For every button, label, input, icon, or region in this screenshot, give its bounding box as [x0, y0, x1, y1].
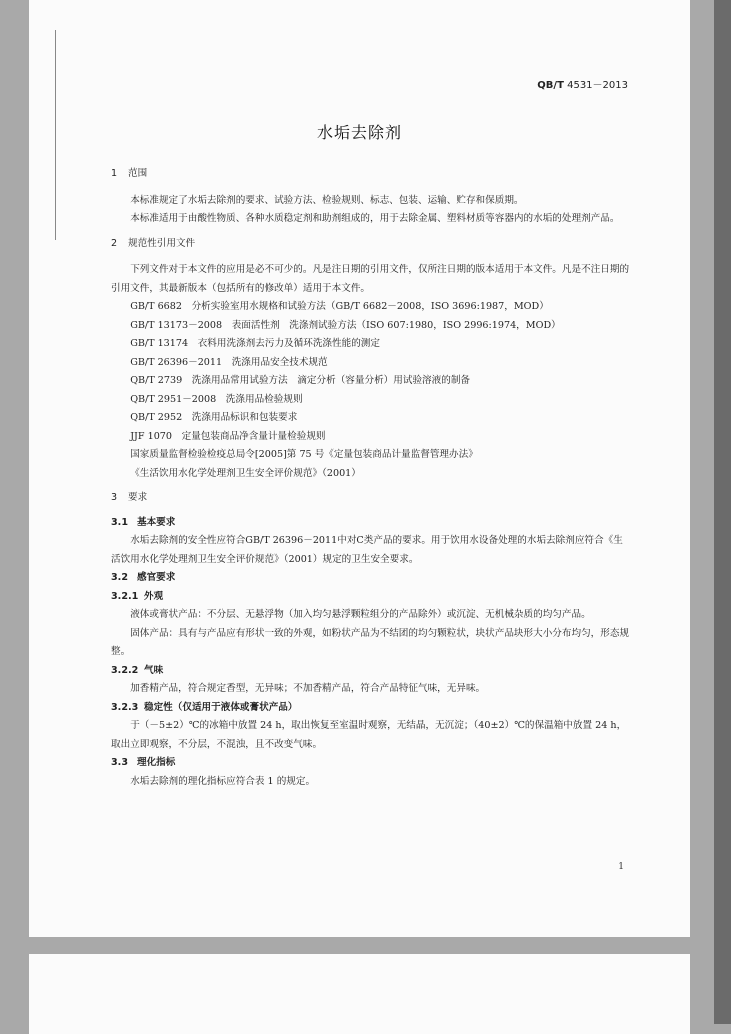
section-heading-3-1: 3.1 基本要求: [111, 516, 176, 528]
reference-item: GB/T 6682 分析实验室用水规格和试验方法（GB/T 6682－2008，ISO 3696:1987，MOD）: [130, 301, 549, 312]
reference-item: QB/T 2739 洗涤用品常用试验方法 滴定分析（容量分析）用试验溶液的制备: [130, 375, 471, 386]
paragraph: 加香精产品，符合规定香型，无异味；不加香精产品，符合产品特征气味，无异味。: [130, 683, 486, 694]
document-title: 水垢去除剂: [316, 123, 402, 142]
section-heading-3-2-3: 3.2.3 稳定性（仅适用于液体或膏状产品）: [111, 701, 298, 713]
section-heading-2: 2 规范性引用文件: [111, 237, 196, 249]
paragraph: 水垢去除剂的理化指标应符合表 1 的规定。: [130, 775, 316, 787]
viewer-scrollbar[interactable]: [714, 0, 731, 1024]
section-heading-3-2-2: 3.2.2 气味: [111, 664, 164, 676]
reference-item: 《生活饮用水化学处理剂卫生安全评价规范》（2001）: [130, 467, 361, 479]
reference-item: JJF 1070 定量包装商品净含量计量检验规则: [130, 430, 326, 442]
paragraph: 水垢去除剂的安全性应符合GB/T 26396－2011中对C类产品的要求。用于饮用水设备处理的水垢去除剂应符合《生活饮用水化学处理剂卫生安全评价规范》（2001）规定的卫生安全要求。: [111, 535, 623, 565]
paragraph: 液体或膏状产品：不分层、无悬浮物（加入均匀悬浮颗粒组分的产品除外）或沉淀、无机械杂质的均匀产品。: [130, 609, 591, 620]
paragraph: 本标准规定了水垢去除剂的要求、试验方法、检验规则、标志、包装、运输、贮存和保质期。: [130, 194, 524, 206]
paragraph: 固体产品：具有与产品应有形状一致的外观，如粉状产品为不结团的均匀颗粒状，块状产品块形大小分布均匀，形态规整。: [111, 627, 630, 657]
paragraph: 本标准适用于由酸性物质、各种水质稳定剂和助剂组成的，用于去除金属、塑料材质等容器内的水垢的处理剂产品。: [130, 213, 620, 224]
paragraph: 下列文件对于本文件的应用是必不可少的。凡是注日期的引用文件，仅所注日期的版本适用于本文件。凡是不注日期的引用文件，其最新版本（包括所有的修改单）适用于本文件。: [111, 264, 630, 294]
next-page-preview: [29, 954, 690, 1034]
reference-item: GB/T 13174 衣料用洗涤剂去污力及循环洗涤性能的测定: [130, 338, 380, 349]
section-heading-3-2-1: 3.2.1 外观: [111, 590, 164, 602]
reference-item: 国家质量监督检验检疫总局令[2005]第 75 号《定量包装商品计量监督管理办法》: [130, 449, 478, 460]
reference-item: QB/T 2951－2008 洗涤用品检验规则: [130, 393, 303, 405]
page-number: 1: [618, 862, 624, 872]
standard-code: [537, 76, 628, 91]
section-heading-3-3: 3.3 理化指标: [111, 757, 176, 768]
standard-code-prefix: QB/T: [537, 80, 564, 91]
section-heading-3: 3 要求: [111, 492, 148, 503]
paragraph: 于（－5±2）℃的冰箱中放置 24 h，取出恢复至室温时观察，无结晶，无沉淀；（40±2）℃的保温箱中放置 24 h，取出立即观察，不分层，不混浊，且不改变气味。: [111, 720, 627, 750]
section-heading-3-2: 3.2 感官要求: [111, 572, 176, 583]
standard-code-number: 4531－2013: [567, 80, 628, 91]
document-page: [29, 0, 690, 937]
reference-item: GB/T 26396－2011 洗涤用品安全技术规范: [130, 356, 328, 368]
reference-item: GB/T 13173－2008 表面活性剂 洗涤剂试验方法（ISO 607:1980，ISO 2996:1974，MOD）: [130, 319, 561, 331]
reference-item: QB/T 2952 洗涤用品标识和包装要求: [130, 412, 298, 423]
section-heading-1: 1 范围: [111, 168, 148, 179]
document-body: [111, 165, 631, 791]
